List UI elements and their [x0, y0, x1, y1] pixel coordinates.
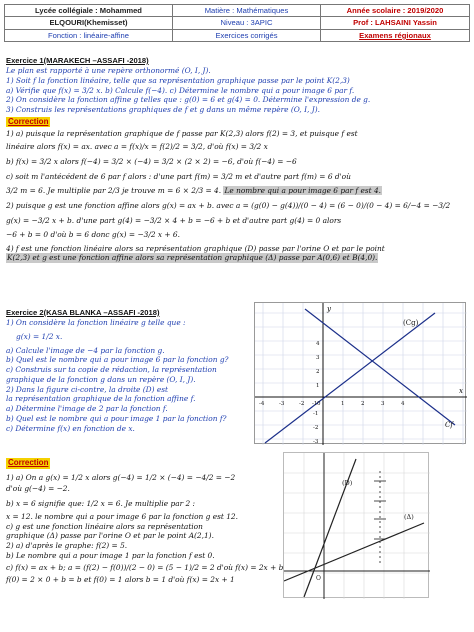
line-delta — [284, 523, 424, 581]
ex1-correction-line: −6 + b = 0 d'où b = 6 donc g(x) = −3/2 x + 6. — [6, 229, 180, 239]
ex1-correction-line: 4) f est une fonction linéaire alors sa représentation graphique (D) passe par l'orine O et par le point — [6, 243, 385, 253]
svg-text:0: 0 — [317, 401, 321, 407]
label-d: (D) — [342, 479, 353, 487]
exercise-2-correction — [6, 458, 282, 585]
header-table — [4, 4, 470, 42]
ex2-correction-line: b) Le nombre qui a pour image 1 par la fonction f est 0. — [6, 550, 215, 560]
ex1-title: Exercice 1 — [6, 56, 44, 65]
svg-text:-2: -2 — [299, 401, 305, 407]
svg-text:2: 2 — [361, 401, 365, 407]
ex2-line: g(x) = 1/2 x. — [16, 331, 63, 341]
ex2-correction-line: c) g est une fonction linéaire alors sa représentation — [6, 521, 203, 531]
svg-text:4: 4 — [401, 401, 405, 407]
ex2-correction-line: c) f(x) = ax + b; a = (f(2) − f(0))/(2 − 0) = (5 − 1)/2 = 2 d'où f(x) = 2x + b — [6, 562, 284, 572]
header-subject: Matière : Mathématiques — [173, 5, 321, 17]
label-origin: O — [316, 575, 321, 582]
x-tick-labels — [259, 401, 405, 407]
graph-correction — [283, 452, 429, 598]
ex1-source: (MARAKECH –ASSAFI -2018) — [43, 56, 149, 65]
ex1-correction-line: linéaire alors f(x) = ax. avec a = f(x)/x = f(2)/2 = 3/2, d'où f(x) = 3/2 x — [6, 142, 268, 152]
exercise-2 — [6, 308, 252, 433]
svg-text:1: 1 — [316, 383, 320, 389]
header-level: Niveau : 3APIC — [173, 17, 321, 29]
header-teacher: Prof : LAHSAINI Yassin — [321, 17, 470, 29]
svg-text:-3: -3 — [313, 439, 319, 445]
header-year: Année scolaire : 2019/2020 — [321, 5, 470, 17]
ex2-correction-label: Correction — [8, 458, 49, 467]
svg-text:1: 1 — [341, 401, 345, 407]
ex1-correction-line: 3/2 m = 6. Je multiplie par 2/3 je trouve m = 6 × 2/3 = 4. — [6, 186, 222, 196]
header-city: ELQOURI(Khemisset) — [5, 17, 173, 29]
ex2-line: c) Détermine f(x) en fonction de x. — [6, 423, 135, 433]
svg-text:2: 2 — [316, 369, 320, 375]
ex2-correction-line: f(0) = 2 × 0 + b = b et f(0) = 1 alors b = 1 d'où f(x) = 2x + 1 — [6, 575, 235, 585]
ex2-line: la représentation graphique de la fonction affine f. — [6, 394, 196, 404]
ex2-correction-line: graphique (Δ) passe par l'orine O et par le point A(2,1). — [6, 531, 214, 541]
graph-exercise-2 — [254, 302, 466, 444]
ex1-correction-line: K(2,3) et g est une fonction affine alors sa représentation graphique (Δ) passe par A(0,6) et B(4,0). — [7, 253, 378, 263]
ex1-answer-highlight: Le nombre qui a pour image 6 par f est 4. — [224, 186, 381, 196]
ex2-line: c) Construis sur ta copie de rédaction, la représentation — [6, 365, 217, 375]
header-school: Lycée collégiale : Mohammed — [5, 5, 173, 17]
ex2-line: a) Détermine l'image de 2 par la fonction f. — [6, 404, 168, 414]
grid-lines — [255, 303, 467, 445]
ex2-correction-line: b) x = 6 signifie que: 1/2 x = 6. Je multiplie par 2 : — [6, 499, 196, 509]
ex1-line: Le plan est rapporté à une repère orthonormé (O, I, J). — [6, 66, 211, 76]
ex1-line: 2) On considère la fonction affine g telles que : g(0) = 6 et g(4) = 0. Détermine l'expression de g. — [6, 95, 371, 105]
svg-text:-1: -1 — [313, 411, 319, 417]
ex1-line: 1) Soit f la fonction linéaire, telle que sa représentation graphique passe par le point K(2,3) — [6, 75, 350, 85]
svg-text:-3: -3 — [279, 401, 285, 407]
graph-2-svg — [284, 453, 430, 599]
ex2-title: Exercice 2 — [6, 308, 44, 317]
ex1-correction-line: c) soit m l'antécédent de 6 par f alors : d'une part f(m) = 3/2 m et d'autre part f(m) = 6 d'où — [6, 171, 351, 181]
header-exams: Examens régionaux — [321, 29, 470, 41]
ex1-correction-label: Correction — [8, 116, 49, 126]
grid-lines-2 — [284, 453, 430, 599]
ex2-line: a) Calcule l'image de −4 par la fonction g. — [6, 345, 165, 355]
svg-text:-4: -4 — [259, 401, 265, 407]
header-type: Exercices corrigés — [173, 29, 321, 41]
svg-text:3: 3 — [316, 355, 320, 361]
ex2-line: 1) On considère la fonction linéaire g telle que : — [6, 318, 186, 328]
header-topic: Fonction : linéaire-affine — [5, 29, 173, 41]
label-delta: (Δ) — [404, 513, 414, 521]
exercise-1 — [6, 56, 470, 263]
ex2-source: (KASA BLANKA –ASSAFI -2018) — [43, 308, 160, 317]
line-cg — [265, 313, 435, 443]
ex2-line: b) Quel est le nombre qui a pour image 1 par la fonction f? — [6, 413, 227, 423]
ex2-line: b) Quel est le nombre qui a pour image 6 par la fonction g? — [6, 355, 229, 365]
axis-y-label: y — [327, 305, 331, 313]
svg-text:4: 4 — [316, 341, 320, 347]
label-cf: Cf — [445, 421, 453, 429]
svg-text:-1: -1 — [312, 401, 318, 407]
graph-1-svg — [255, 303, 467, 445]
ex1-correction-line: b) f(x) = 3/2 x alors f(−4) = 3/2 × (−4) = 3/2 × (2 × 2) = −6, d'où f(−4) = −6 — [6, 156, 297, 166]
ex2-line: 2) Dans la figure ci-contre, la droite (D) est — [6, 384, 168, 394]
ex2-correction-line: d'où g(−4) = −2. — [6, 484, 70, 494]
axis-x-label: x — [459, 387, 463, 395]
svg-text:3: 3 — [381, 401, 385, 407]
ex2-line: graphique de la fonction g dans un repère (O, I, J). — [6, 374, 196, 384]
svg-text:-2: -2 — [313, 425, 319, 431]
ex2-correction-line: 2) a) d'après le graphe: f(2) = 5. — [6, 541, 128, 551]
ex1-correction-line: 1) a) puisque la représentation graphique de f passe par K(2,3) alors f(2) = 3, et puisque f est — [6, 129, 358, 139]
ex1-correction-line: g(x) = −3/2 x + b. d'une part g(4) = −3/2 × 4 + b = −6 + b et d'autre part g(4) = 0 alors — [6, 215, 342, 225]
ex1-line: a) Vérifie que f(x) = 3/2 x. b) Calcule f(−4). c) Détermine le nombre qui a pour image 6 par f. — [6, 85, 355, 95]
ex1-correction-line: 2) puisque g est une fonction affine alors g(x) = ax + b. avec a = (g(0) − g(4))/(0 − 4) = (6 − 0)/(0 − 4) = 6/−4 = −3/2 — [6, 201, 451, 211]
y-tick-labels — [313, 341, 320, 445]
line-cf — [305, 309, 455, 425]
ex2-correction-line: x = 12. le nombre qui a pour image 6 par la fonction g est 12. — [6, 511, 238, 521]
ex1-line: 3) Construis les représentations graphiques de f et g dans un même repère (O, I, J). — [6, 105, 320, 115]
ex2-correction-line: 1) a) On a g(x) = 1/2 x alors g(−4) = 1/2 × (−4) = −4/2 = −2 — [6, 472, 236, 482]
label-cg: (Cg) — [403, 319, 419, 327]
